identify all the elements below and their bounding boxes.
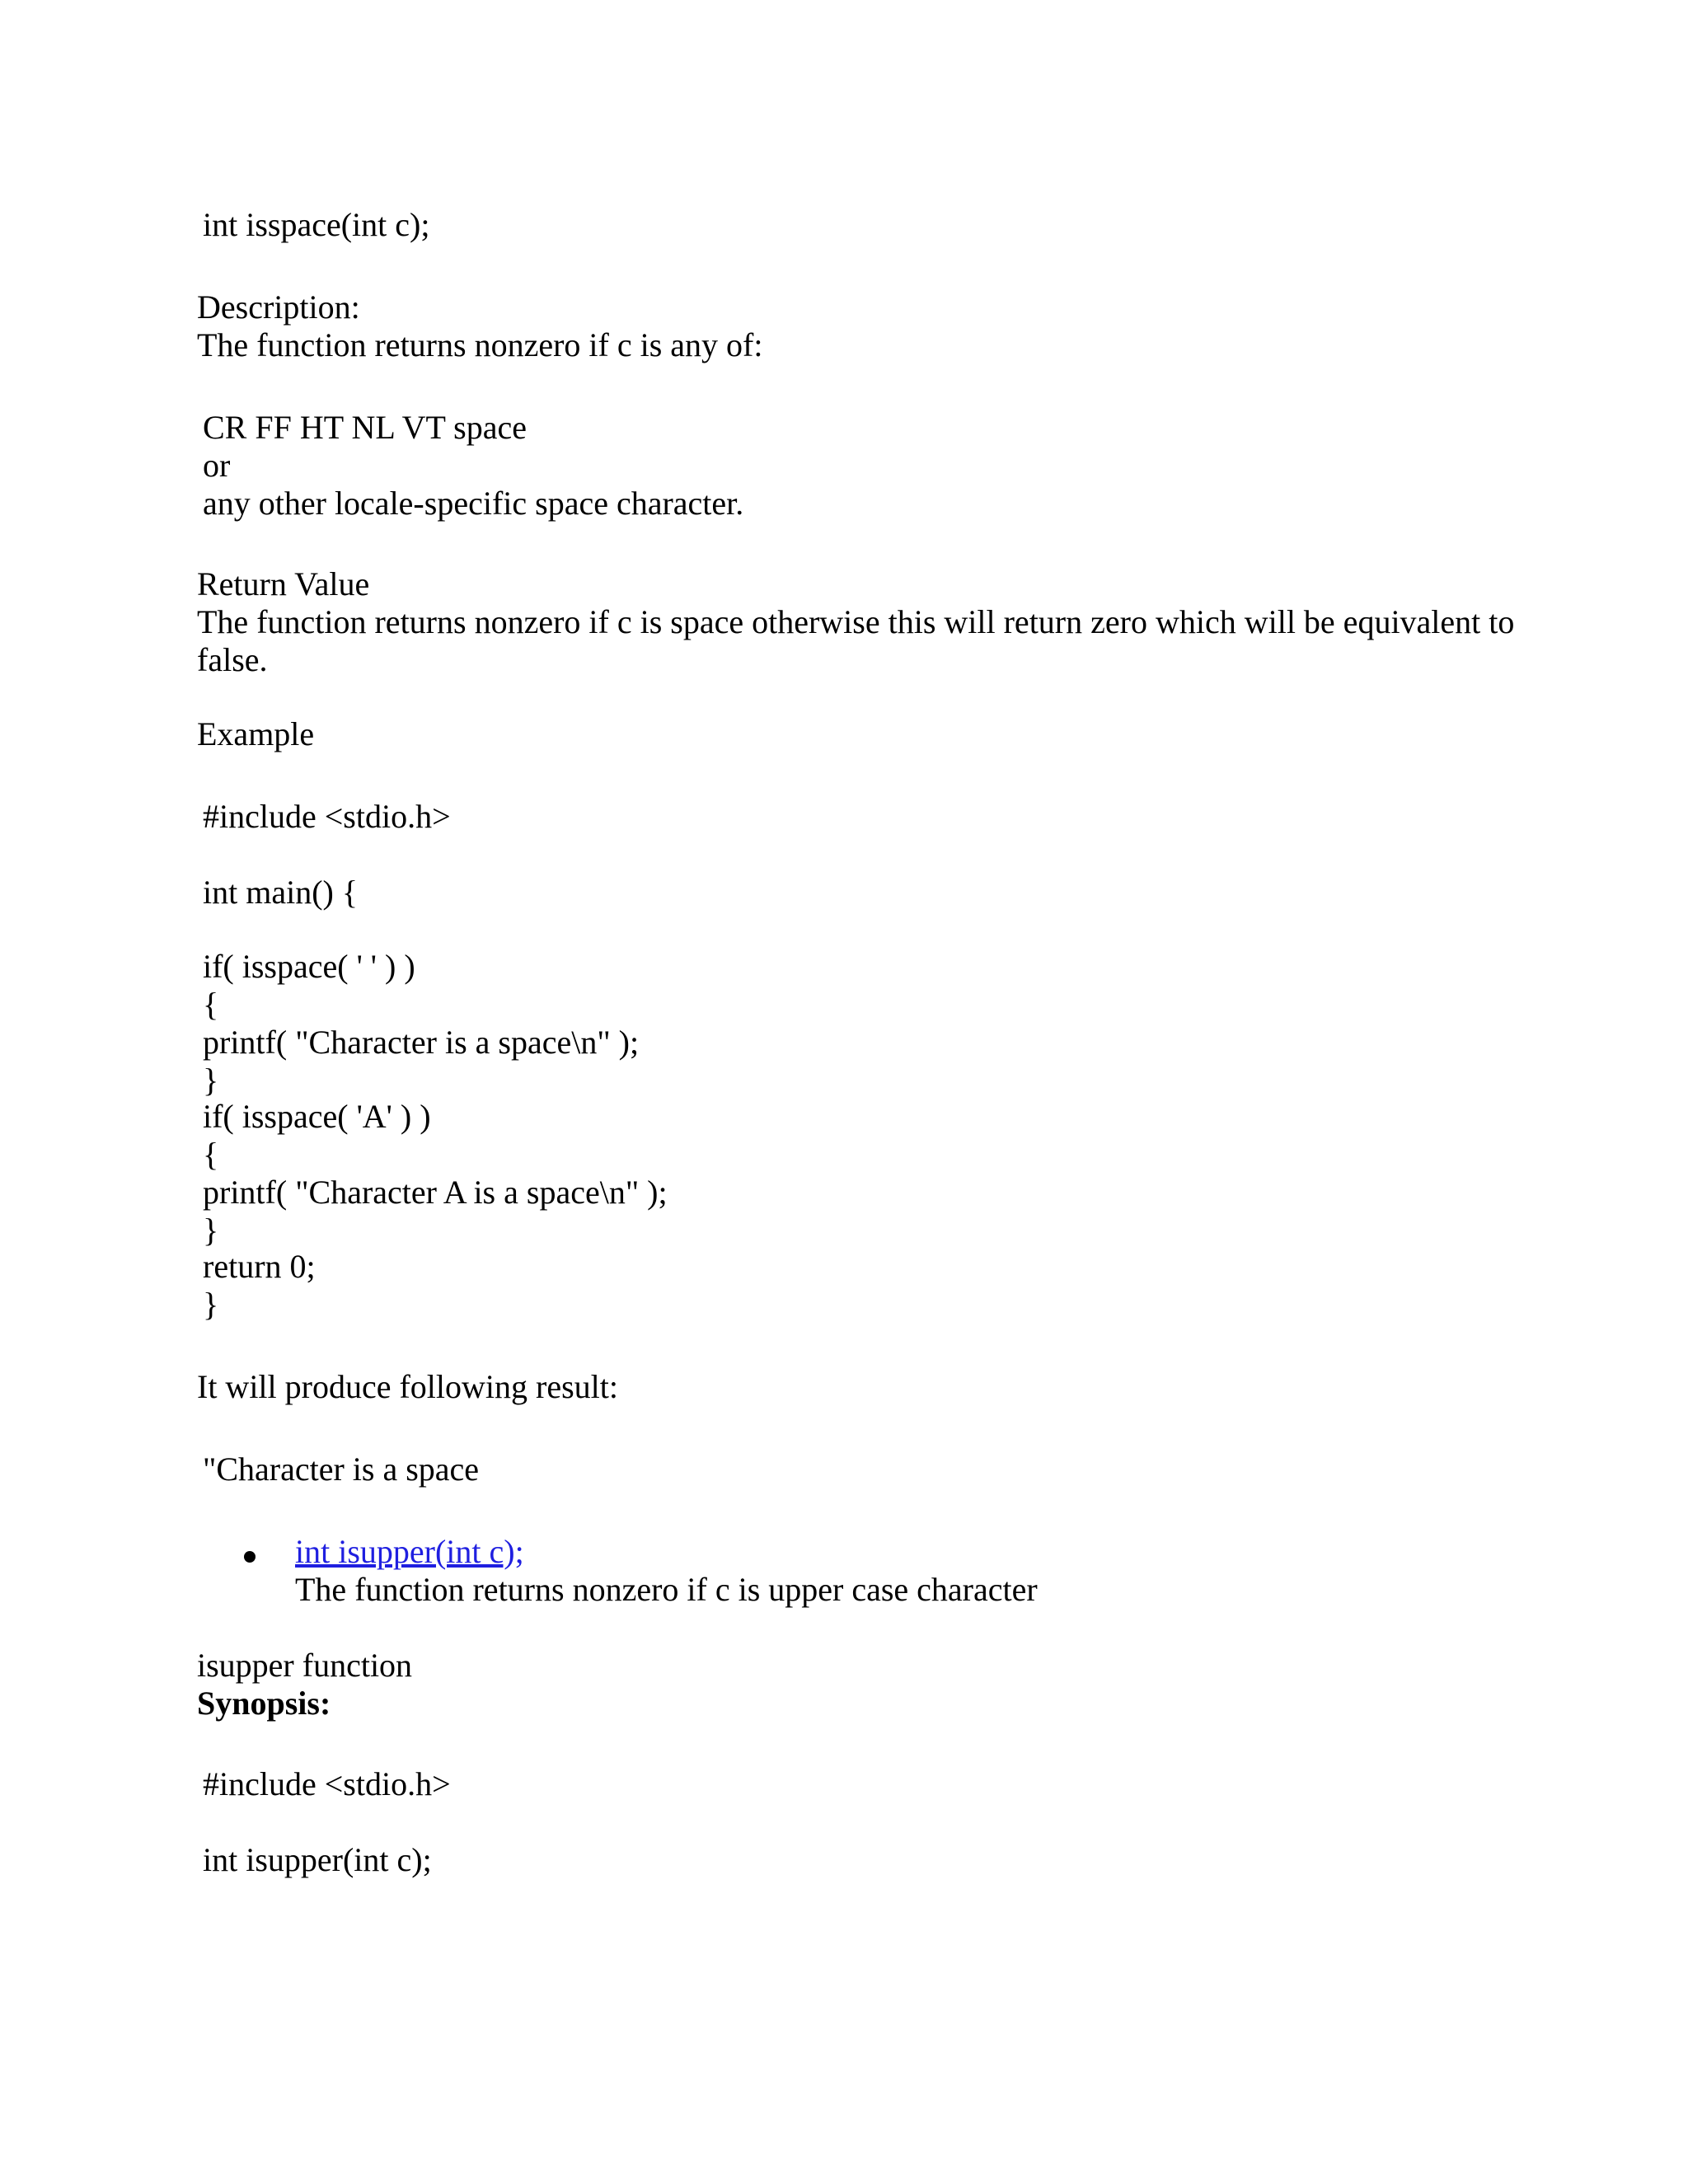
isupper-include: #include <stdio.h> xyxy=(203,1765,451,1802)
isupper-link[interactable]: int isupper(int c); xyxy=(295,1533,524,1570)
result-output: "Character is a space xyxy=(203,1451,480,1488)
description-heading: Description: xyxy=(197,288,360,326)
example-heading: Example xyxy=(197,715,315,752)
code-line: } xyxy=(203,1286,219,1323)
code-line: #include <stdio.h> xyxy=(203,798,451,835)
code-line: } xyxy=(203,1062,219,1099)
isspace-signature: int isspace(int c); xyxy=(203,206,430,243)
synopsis-label: Synopsis: xyxy=(197,1685,331,1722)
code-line: if( isspace( 'A' ) ) xyxy=(203,1098,431,1135)
return-value-text-1: The function returns nonzero if c is space otherwise this will return zero which will be equivalent to xyxy=(197,603,1515,640)
isupper-heading: isupper function xyxy=(197,1647,413,1684)
code-line: int main() { xyxy=(203,874,359,911)
code-line: return 0; xyxy=(203,1248,316,1285)
bullet-marker xyxy=(244,1551,256,1563)
return-value-text-2: false. xyxy=(197,641,268,678)
code-line: printf( "Character is a space\n" ); xyxy=(203,1024,640,1061)
result-heading: It will produce following result: xyxy=(197,1368,619,1405)
code-line: } xyxy=(203,1212,219,1249)
space-chars-line: CR FF HT NL VT space xyxy=(203,409,527,446)
code-line: { xyxy=(203,986,219,1023)
or-line: or xyxy=(203,447,231,484)
locale-space-line: any other locale-specific space character. xyxy=(203,485,744,522)
return-value-heading: Return Value xyxy=(197,565,370,602)
code-line: printf( "Character A is a space\n" ); xyxy=(203,1174,668,1211)
code-line: { xyxy=(203,1136,219,1173)
isupper-signature: int isupper(int c); xyxy=(203,1841,432,1878)
description-text: The function returns nonzero if c is any of: xyxy=(197,326,763,363)
code-line: if( isspace( ' ' ) ) xyxy=(203,948,415,985)
isupper-summary: The function returns nonzero if c is upper case character xyxy=(295,1571,1038,1608)
